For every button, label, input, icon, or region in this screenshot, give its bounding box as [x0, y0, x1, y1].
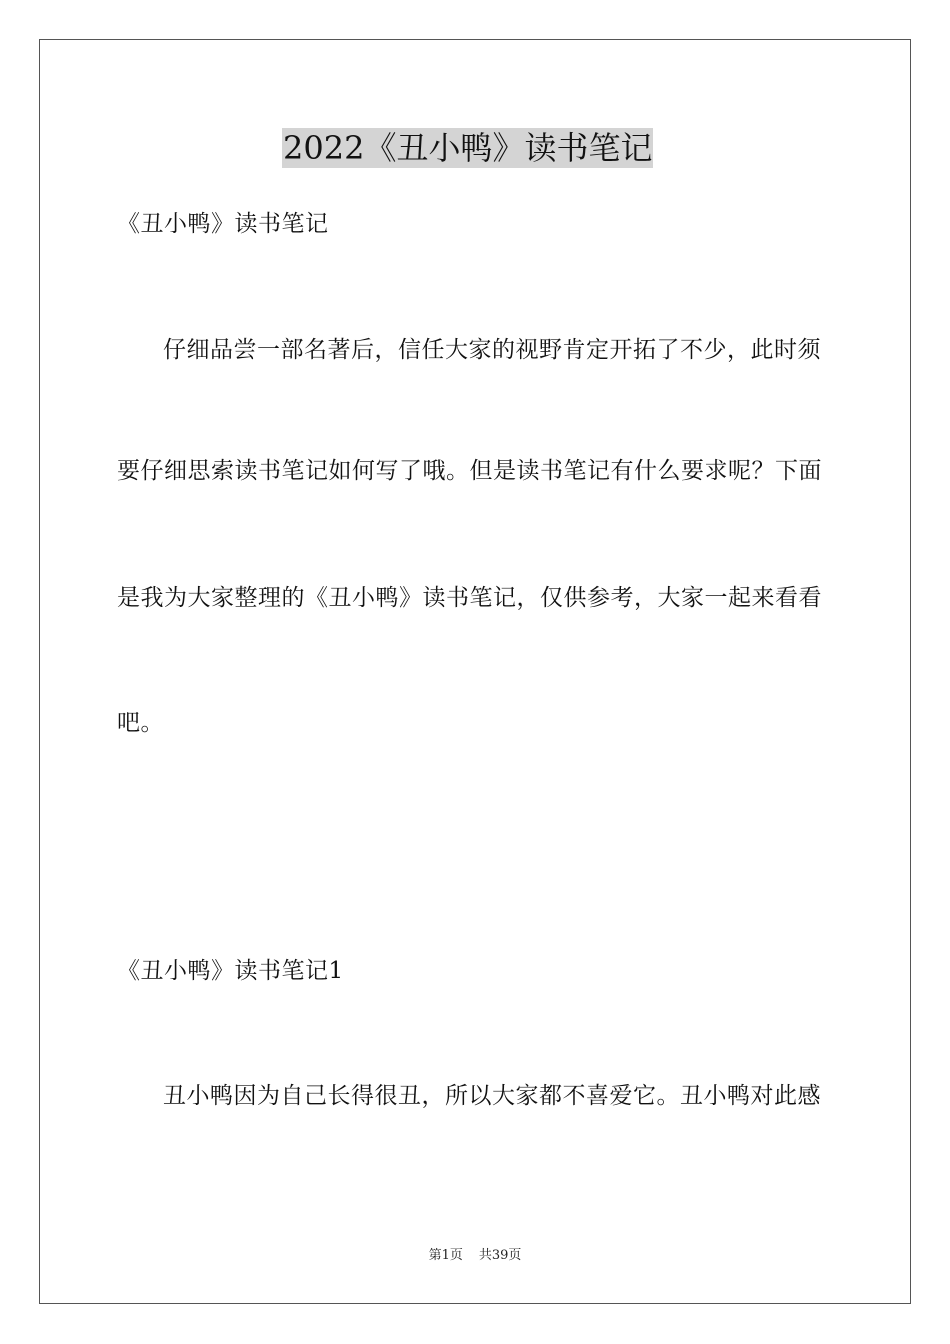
paragraph-line-3: 是我为大家整理的《丑小鸭》读书笔记，仅供参考，大家一起来看看: [117, 585, 822, 611]
section-heading: 《丑小鸭》读书笔记1: [117, 958, 344, 984]
paragraph-line-2: 要仔细思索读书笔记如何写了哦。但是读书笔记有什么要求呢？下面: [117, 458, 822, 484]
paragraph-line-4: 吧。: [117, 710, 164, 736]
paragraph-line-1: 仔细品尝一部名著后，信任大家的视野肯定开拓了不少，此时须: [163, 337, 821, 363]
current-page-number: 第1页: [428, 1248, 463, 1263]
page-footer: [0, 1247, 950, 1265]
section-paragraph-line-1: 丑小鸭因为自己长得很丑，所以大家都不喜爱它。丑小鸭对此感: [163, 1083, 821, 1109]
document-title: 2022《丑小鸭》读书笔记: [283, 129, 653, 167]
total-page-count: 共39页: [478, 1248, 522, 1263]
subtitle-line: 《丑小鸭》读书笔记: [117, 211, 329, 237]
